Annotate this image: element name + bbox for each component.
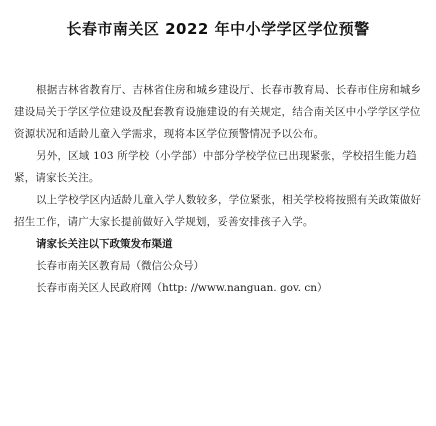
paragraph-warning: 以上学校学区内适龄儿童入学人数较多，学位紧张，相关学校将按照有关政策做好招生工作，请广大家长提前做好入学规划，妥善安排孩子入学。	[14, 194, 422, 228]
paragraph-policy: 根据吉林省教育厅、吉林省住房和城乡建设厅、长春市教育局、长春市住房和城乡建设局关于学区学位建设及配套教育设施建设的有关规定，结合南关区中小学学区学位资源状况和适龄儿童入学需求，现将本区学位预警情况予以公布。	[14, 84, 422, 140]
contact-website[interactable]: 长春市南关区人民政府网（http: //www.nanguan. gov. cn）	[36, 282, 328, 294]
contact-wechat: 长春市南关区教育局（微信公众号）	[36, 260, 205, 272]
contacts-heading: 请家长关注以下政策发布渠道	[36, 238, 173, 250]
document-title: 长春市南关区 2022 年中小学学区学位预警	[66, 20, 370, 38]
paragraph-schools: 另外，区域 103 所学校（小学部）中部分学校学位已出现紧张，学校招生能力趋紧，请家长关注。	[14, 150, 417, 184]
